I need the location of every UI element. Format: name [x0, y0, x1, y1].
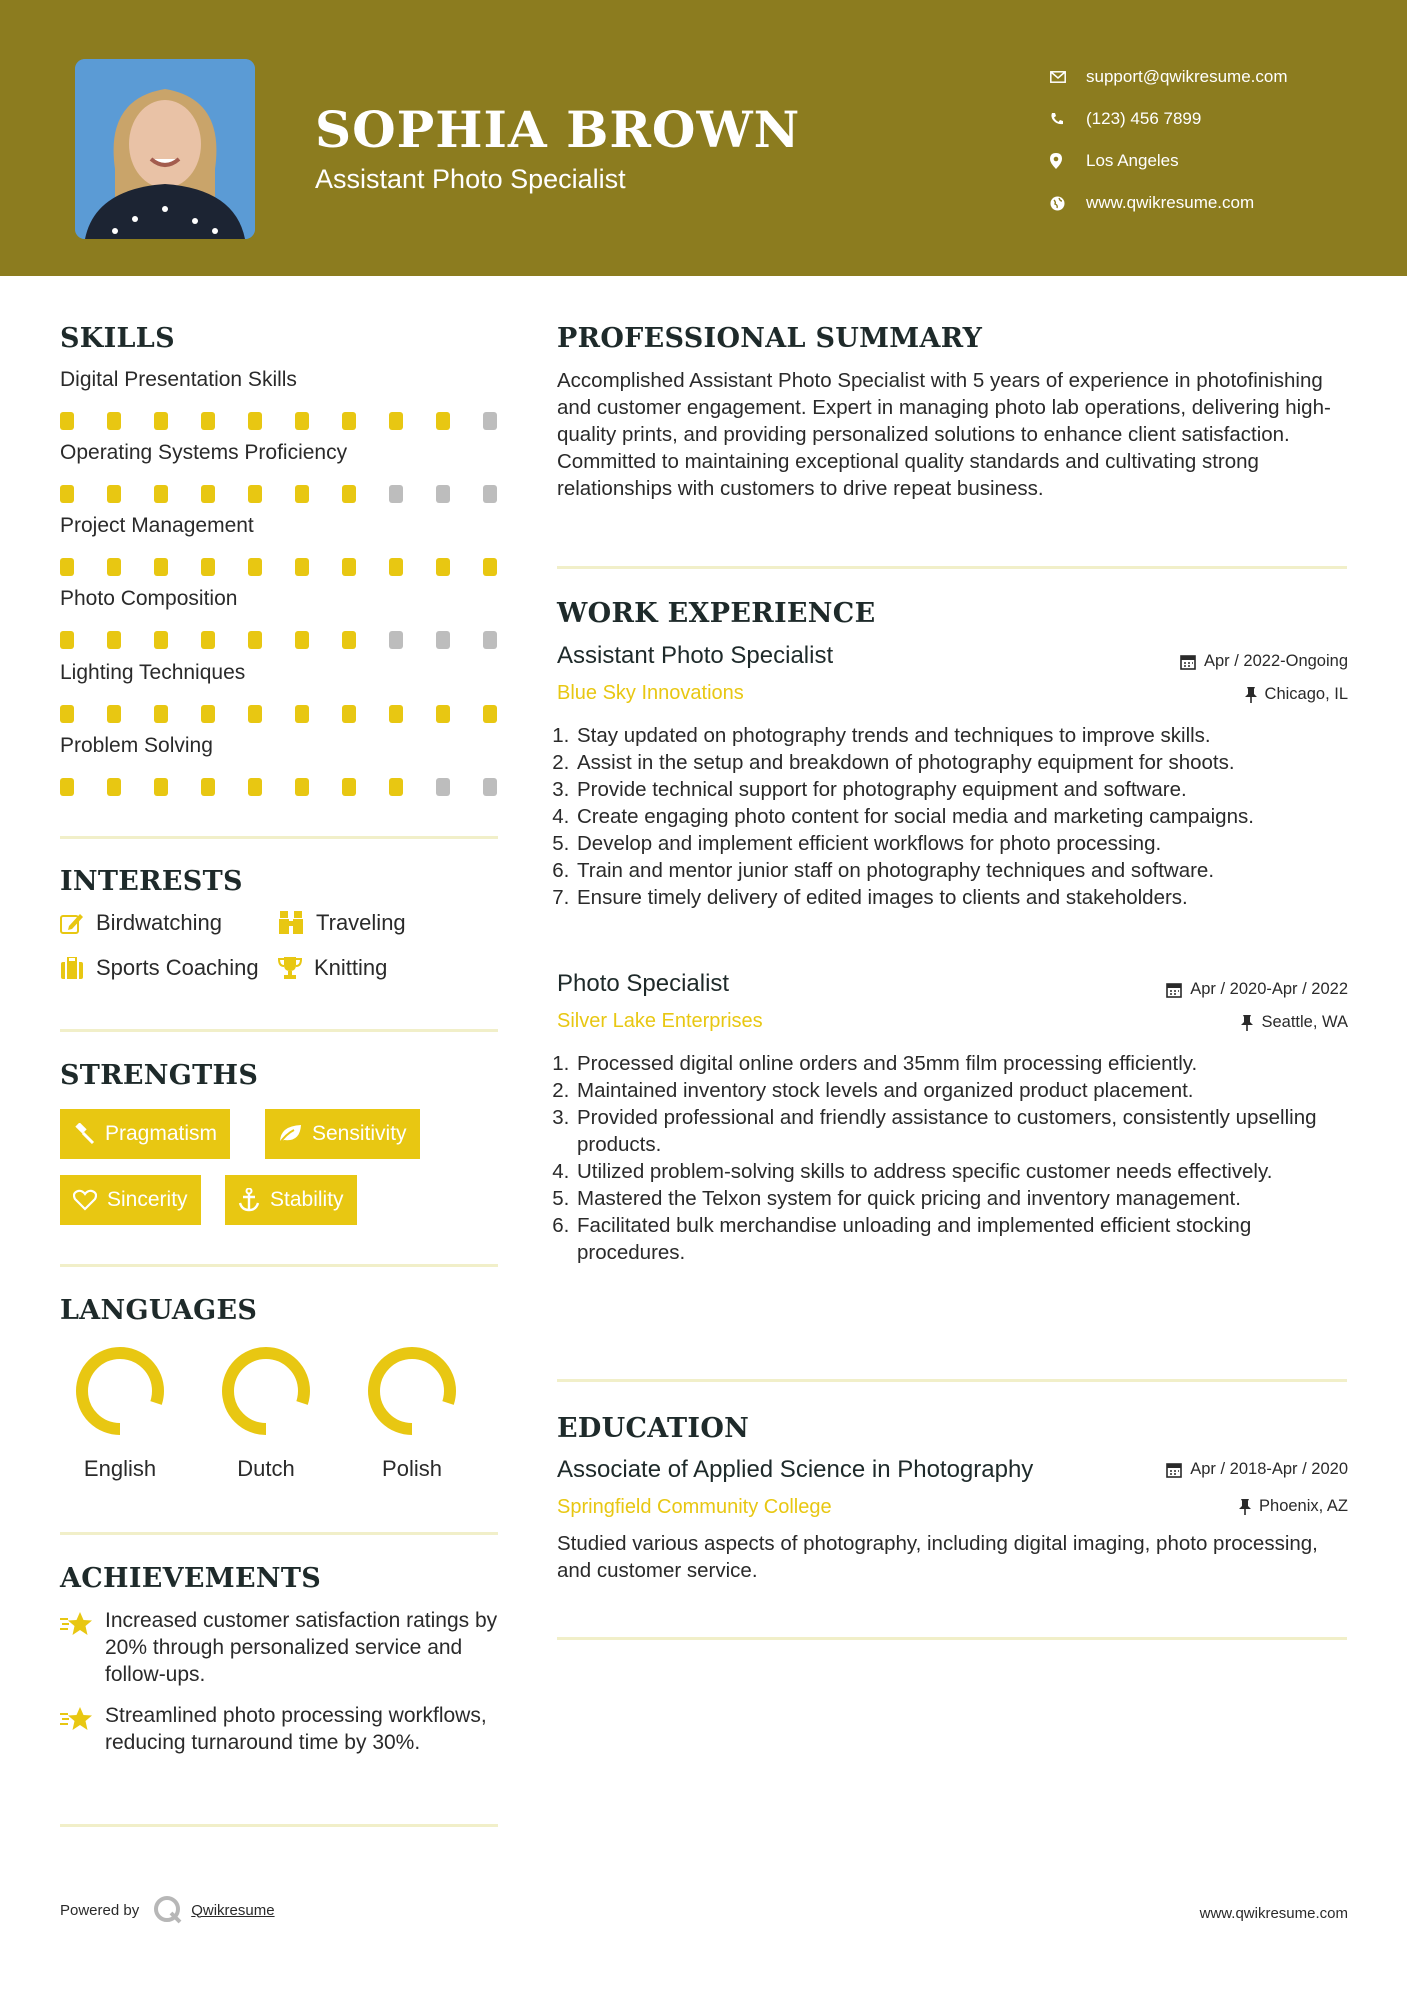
resume-header [0, 0, 1407, 276]
skill-label: Problem Solving [60, 734, 213, 757]
skill-item [60, 734, 500, 796]
rating-dot-empty [436, 485, 450, 503]
rating-dot-filled [154, 778, 168, 796]
rating-dot-filled [154, 412, 168, 430]
rating-dot-filled [342, 412, 356, 430]
skill-label: Project Management [60, 514, 254, 537]
education-heading: EDUCATION [557, 1413, 750, 1444]
job-title: Assistant Photo Specialist [557, 642, 834, 669]
rating-dot-filled [248, 705, 262, 723]
skill-label: Operating Systems Proficiency [60, 441, 348, 464]
skill-label: Lighting Techniques [60, 661, 246, 684]
rating-dot-filled [60, 705, 74, 723]
job-title: Photo Specialist [557, 970, 730, 997]
duty-item: 3. Provide technical support for photography equipment and software. [575, 776, 1365, 803]
job-company: Silver Lake Enterprises [557, 1010, 763, 1032]
rating-dot-filled [342, 778, 356, 796]
language-gauge-arc [374, 1353, 450, 1429]
rating-dot-filled [248, 631, 262, 649]
rating-dot-filled [295, 778, 309, 796]
duty-item: 2. Assist in the setup and breakdown of photography equipment for shoots. [575, 749, 1365, 776]
rating-dot-filled [154, 485, 168, 503]
contact-email[interactable]: support@qwikresume.com [1050, 56, 1288, 98]
pushpin-icon [1245, 687, 1257, 703]
rating-dot-filled [60, 412, 74, 430]
star-icon [60, 1702, 105, 1756]
interest-knitting: Knitting [278, 955, 387, 981]
rating-dot-filled [436, 558, 450, 576]
language-label: English [83, 1456, 157, 1481]
rating-dot-filled [342, 485, 356, 503]
calendar-icon [1166, 982, 1182, 998]
skill-rating [60, 778, 500, 796]
rating-dot-filled [107, 631, 121, 649]
rating-dot-filled [295, 485, 309, 503]
rating-dot-filled [107, 705, 121, 723]
language-label: Polish [382, 1456, 442, 1481]
job-duties-list [557, 1050, 1365, 1266]
achievement-item: Increased customer satisfaction ratings by 20% through personalized service and follow-ups. [60, 1607, 500, 1688]
duty-item: 1. Processed digital online orders and 35mm film processing efficiently. [575, 1050, 1365, 1077]
skill-rating [60, 412, 500, 430]
rating-dot-empty [436, 778, 450, 796]
skill-rating [60, 485, 500, 503]
rating-dot-filled [389, 558, 403, 576]
skills-heading: SKILLS [60, 323, 175, 354]
divider [557, 1637, 1347, 1640]
rating-dot-filled [436, 412, 450, 430]
calendar-icon [1180, 654, 1196, 670]
candidate-name: SOPHIA BROWN [315, 100, 801, 159]
contact-phone[interactable]: (123) 456 7899 [1050, 98, 1288, 140]
divider [60, 1264, 498, 1267]
rating-dot-empty [483, 778, 497, 796]
rating-dot-filled [483, 558, 497, 576]
pencil-square-icon [60, 912, 84, 934]
skill-item [60, 661, 500, 723]
skill-item [60, 441, 500, 503]
rating-dot-filled [248, 778, 262, 796]
summary-heading: PROFESSIONAL SUMMARY [557, 323, 983, 354]
rating-dot-filled [60, 778, 74, 796]
language-item [65, 1345, 175, 1482]
rating-dot-filled [201, 778, 215, 796]
rating-dot-filled [295, 705, 309, 723]
rating-dot-empty [483, 412, 497, 430]
star-icon [60, 1607, 105, 1688]
divider [60, 1029, 498, 1032]
strength-chip-sincerity: Sincerity [60, 1175, 201, 1225]
rating-dot-filled [201, 412, 215, 430]
job-location: Chicago, IL [1245, 685, 1348, 704]
rating-dot-empty [483, 485, 497, 503]
duty-item: 3. Provided professional and friendly assistance to customers, consistently upselling products. [575, 1104, 1365, 1158]
leaf-icon [278, 1124, 302, 1144]
rating-dot-filled [201, 631, 215, 649]
rating-dot-filled [154, 558, 168, 576]
rating-dot-filled [389, 705, 403, 723]
language-gauge [74, 1345, 166, 1437]
rating-dot-filled [154, 705, 168, 723]
job-company: Blue Sky Innovations [557, 682, 744, 704]
rating-dot-filled [107, 558, 121, 576]
rating-dot-filled [389, 412, 403, 430]
rating-dot-filled [60, 558, 74, 576]
rating-dot-filled [107, 778, 121, 796]
language-gauge-arc [82, 1353, 158, 1429]
skill-label: Photo Composition [60, 587, 238, 610]
rating-dot-filled [248, 412, 262, 430]
profile-photo [75, 59, 255, 239]
job-date: Apr / 2022-Ongoing [1180, 652, 1348, 671]
rating-dot-filled [295, 558, 309, 576]
divider [60, 1824, 498, 1827]
rating-dot-filled [295, 412, 309, 430]
footer-powered-by: Powered by Qwikresume [60, 1895, 275, 1925]
rating-dot-filled [154, 631, 168, 649]
rating-dot-filled [248, 558, 262, 576]
pushpin-icon [1241, 1015, 1253, 1031]
rating-dot-filled [107, 412, 121, 430]
skill-item [60, 368, 500, 430]
duty-item: 5. Mastered the Telxon system for quick pricing and inventory management. [575, 1185, 1365, 1212]
rating-dot-empty [436, 631, 450, 649]
education-location: Phoenix, AZ [1239, 1497, 1348, 1516]
strengths-heading: STRENGTHS [60, 1060, 259, 1091]
achievement-item: Streamlined photo processing workflows, reducing turnaround time by 30%. [60, 1702, 500, 1756]
trophy-icon [278, 957, 302, 979]
divider [557, 1379, 1347, 1382]
rating-dot-filled [60, 631, 74, 649]
duty-item: 6. Train and mentor junior staff on photography techniques and software. [575, 857, 1365, 884]
rating-dot-empty [389, 631, 403, 649]
duty-item: 6. Facilitated bulk merchandise unloading and implemented efficient stocking procedures. [575, 1212, 1365, 1266]
skill-rating [60, 558, 500, 576]
phone-icon [1050, 112, 1086, 126]
contact-website[interactable]: www.qwikresume.com [1050, 182, 1288, 224]
duty-item: 4. Create engaging photo content for social media and marketing campaigns. [575, 803, 1365, 830]
duty-item: 2. Maintained inventory stock levels and organized product placement. [575, 1077, 1365, 1104]
job-duties-list [557, 722, 1365, 911]
contact-location: Los Angeles [1050, 140, 1288, 182]
strength-chip-stability: Stability [225, 1175, 357, 1225]
duty-item: 1. Stay updated on photography trends and techniques to improve skills. [575, 722, 1365, 749]
strength-chip-pragmatism: Pragmatism [60, 1109, 230, 1159]
binoculars-icon [278, 911, 304, 935]
job-date: Apr / 2020-Apr / 2022 [1166, 980, 1348, 999]
rating-dot-filled [342, 631, 356, 649]
skill-item [60, 514, 500, 576]
duty-item: 5. Develop and implement efficient workflows for photo processing. [575, 830, 1365, 857]
skill-rating [60, 631, 500, 649]
candidate-title: Assistant Photo Specialist [315, 164, 626, 194]
language-item [357, 1345, 467, 1482]
interest-birdwatching: Birdwatching [60, 910, 222, 936]
languages-heading: LANGUAGES [60, 1295, 258, 1326]
rating-dot-filled [201, 485, 215, 503]
rating-dot-filled [60, 485, 74, 503]
qwikresume-link[interactable]: Qwikresume [191, 1901, 275, 1919]
heart-icon [73, 1189, 97, 1211]
education-date: Apr / 2018-Apr / 2020 [1166, 1460, 1348, 1479]
anchor-icon [238, 1188, 260, 1212]
map-pin-icon [1050, 153, 1086, 169]
rating-dot-filled [389, 778, 403, 796]
globe-icon [1050, 196, 1086, 211]
rating-dot-empty [389, 485, 403, 503]
education-school: Springfield Community College [557, 1496, 832, 1518]
calendar-icon [1166, 1462, 1182, 1478]
language-gauge [366, 1345, 458, 1437]
rating-dot-filled [201, 558, 215, 576]
language-gauge-arc [228, 1353, 304, 1429]
achievements-heading: ACHIEVEMENTS [60, 1563, 322, 1594]
rating-dot-empty [483, 631, 497, 649]
duty-item: 4. Utilized problem-solving skills to address specific customer needs effectively. [575, 1158, 1365, 1185]
divider [60, 1532, 498, 1535]
duty-item: 7. Ensure timely delivery of edited images to clients and stakeholders. [575, 884, 1365, 911]
rating-dot-filled [295, 631, 309, 649]
rating-dot-filled [342, 705, 356, 723]
language-item [211, 1345, 321, 1482]
interests-heading: INTERESTS [60, 866, 243, 897]
experience-heading: WORK EXPERIENCE [557, 598, 876, 629]
rating-dot-filled [436, 705, 450, 723]
rating-dot-filled [483, 705, 497, 723]
divider [557, 566, 1347, 569]
summary-text: Accomplished Assistant Photo Specialist with 5 years of experience in photofinishing and customer engagement. Expert in managing photo lab operations, delivering high-quality prints, and providing personalized solutions to enhance client satisfaction. Committed to maintaining exceptional quality standards and cultivating strong relationships with customers to drive repeat business. [557, 369, 1331, 500]
language-label: Dutch [237, 1456, 295, 1481]
skill-rating [60, 705, 500, 723]
skill-item [60, 587, 500, 649]
envelope-icon [1050, 71, 1086, 83]
skill-label: Digital Presentation Skills [60, 368, 297, 391]
strength-chip-sensitivity: Sensitivity [265, 1109, 420, 1159]
gavel-icon [73, 1123, 95, 1145]
rating-dot-filled [248, 485, 262, 503]
education-degree: Associate of Applied Science in Photography [557, 1456, 1034, 1483]
pushpin-icon [1239, 1499, 1251, 1515]
job-location: Seattle, WA [1241, 1013, 1348, 1032]
rating-dot-filled [342, 558, 356, 576]
interest-sports-coaching: Sports Coaching [60, 955, 259, 981]
rating-dot-filled [107, 485, 121, 503]
education-description: Studied various aspects of photography, including digital imaging, photo processing, and customer service. [557, 1532, 1318, 1582]
suitcase-icon [60, 957, 84, 979]
language-gauge [220, 1345, 312, 1437]
rating-dot-filled [201, 705, 215, 723]
contact-list [1050, 56, 1288, 224]
divider [60, 836, 498, 839]
qwikresume-logo-icon [153, 1895, 183, 1925]
footer-url[interactable]: www.qwikresume.com [1199, 1905, 1348, 1922]
interest-traveling: Traveling [278, 910, 406, 936]
